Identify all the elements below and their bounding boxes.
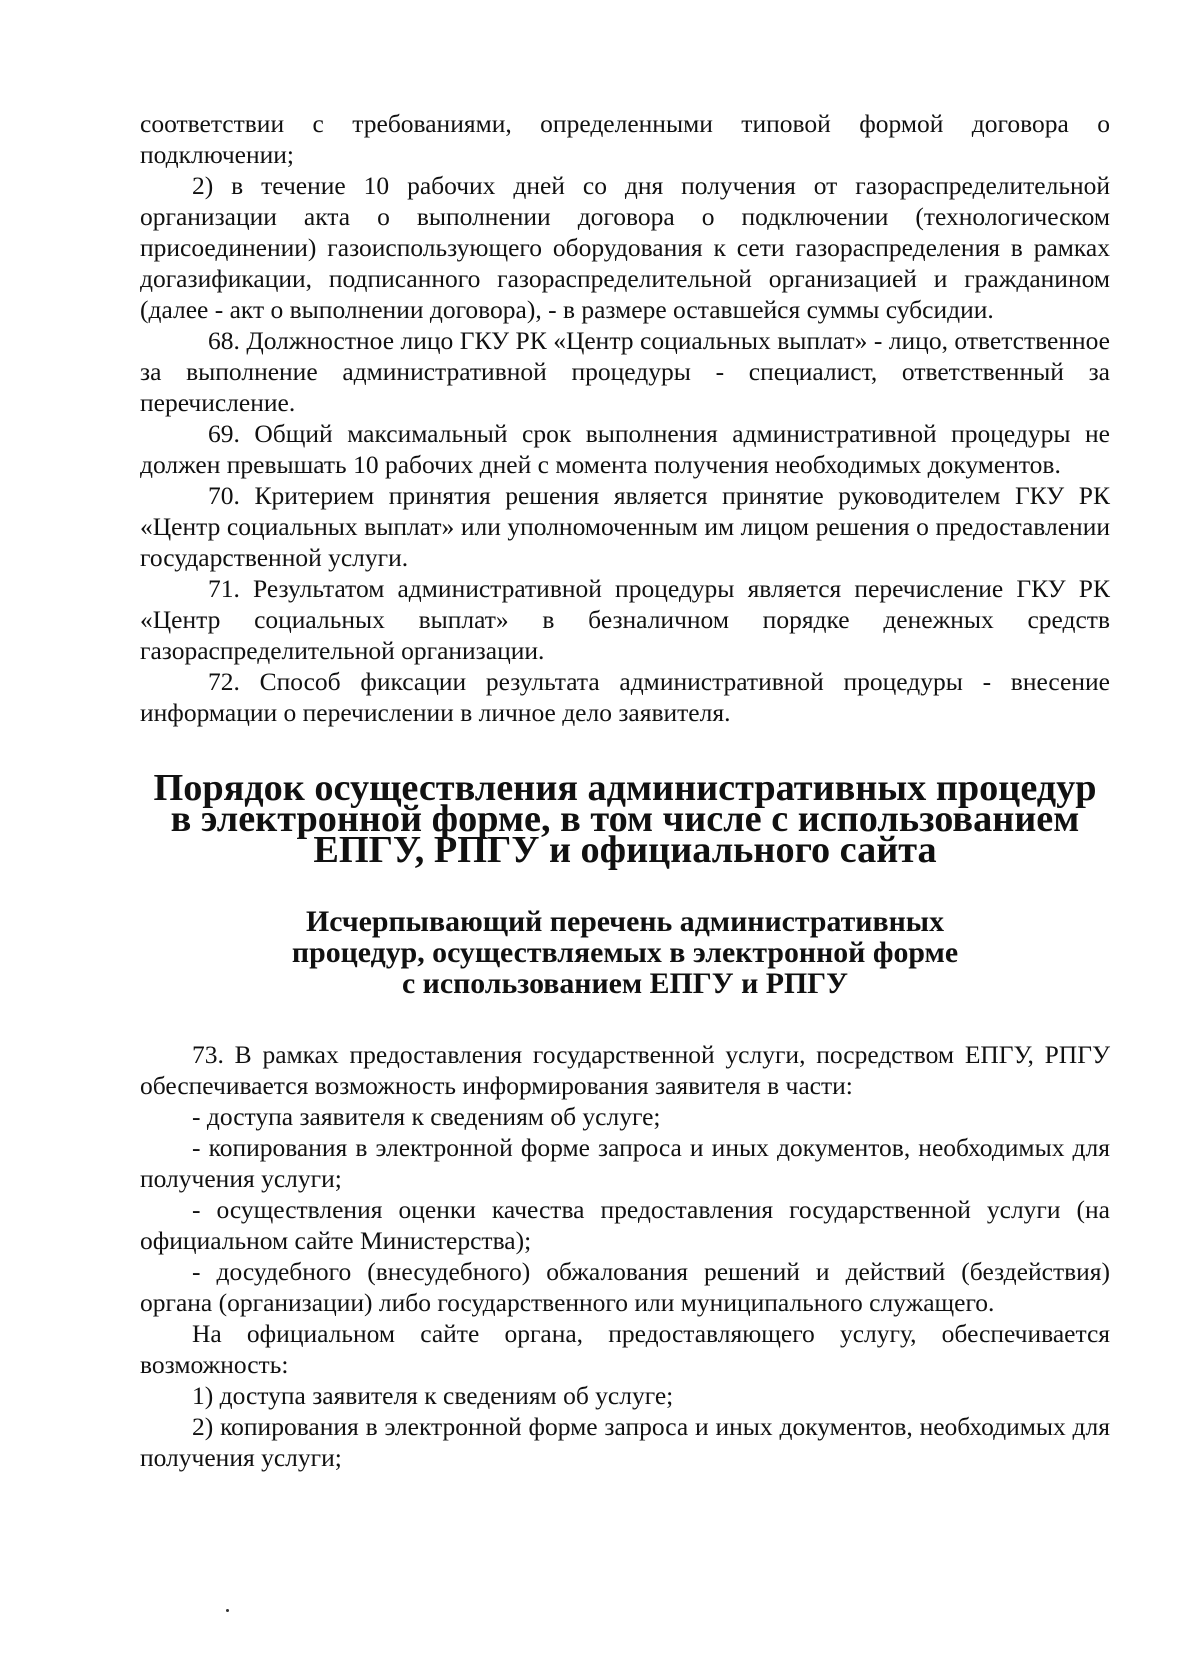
scan-speck xyxy=(226,1609,229,1612)
heading-line: с использованием ЕПГУ и РПГУ xyxy=(401,967,849,1000)
paragraph-69: 69. Общий максимальный срок выполнения административной процедуры не должен превышать 10 рабочих дней с момента получения необходимых документов. xyxy=(140,419,1110,479)
paragraph-68: 68. Должностное лицо ГКУ РК «Центр социальных выплат» - лицо, ответственное за выполнение административной процедуры - специалист, ответственный за перечисление. xyxy=(140,326,1110,417)
paragraph-73: 73. В рамках предоставления государственной услуги, посредством ЕПГУ, РПГУ обеспечивается возможность информирования заявителя в части: xyxy=(140,1040,1110,1100)
paragraph-71: 71. Результатом административной процедуры является перечисление ГКУ РК «Центр социальных выплат» в безналичном порядке денежных средств газораспределительной организации. xyxy=(140,574,1110,665)
heading-line: в электронной форме, в том числе с использованием xyxy=(170,798,1080,840)
heading-line: Исчерпывающий перечень административных xyxy=(306,905,944,938)
paragraph-official-site: На официальном сайте органа, предоставляющего услугу, обеспечивается возможность: xyxy=(140,1319,1110,1379)
subsection-heading-procedure-list xyxy=(140,906,1110,999)
spacer xyxy=(140,999,1110,1039)
heading-line: процедур, осуществляемых в электронной форме xyxy=(291,936,959,969)
heading-line: ЕПГУ, РПГУ и официального сайта xyxy=(313,829,937,871)
heading-line: Порядок осуществления административных процедур xyxy=(153,767,1097,809)
paragraph-70: 70. Критерием принятия решения является принятие руководителем ГКУ РК «Центр социальных выплат» или уполномоченным им лицом решения о предоставлении государственной услуги. xyxy=(140,481,1110,572)
list-item: - досудебного (внесудебного) обжалования решений и действий (бездействия) органа (организации) либо государственного или муниципального служащего. xyxy=(140,1257,1110,1317)
section-heading-electronic-procedures xyxy=(140,767,1110,871)
list-item: - осуществления оценки качества предоставления государственной услуги (на официальном сайте Министерства); xyxy=(140,1195,1110,1255)
spacer xyxy=(140,866,1110,906)
paragraph-72: 72. Способ фиксации результата административной процедуры - внесение информации о перечислении в личное дело заявителя. xyxy=(140,667,1110,727)
document-page xyxy=(140,108,1110,1473)
list-item: - доступа заявителя к сведениям об услуге; xyxy=(192,1102,661,1131)
list-item: 2) копирования в электронной форме запроса и иных документов, необходимых для получения услуги; xyxy=(140,1412,1110,1472)
list-item: - копирования в электронной форме запроса и иных документов, необходимых для получения услуги; xyxy=(140,1133,1110,1193)
paragraph-item-2: 2) в течение 10 рабочих дней со дня получения от газораспределительной организации акта о выполнении договора о подключении (технологическом присоединении) газоиспользующего оборудования к сети газораспределения в рамках догазификации, подписанного газораспределительной организацией и гражданином (далее - акт о выполнении договора), - в размере оставшейся суммы субсидии. xyxy=(140,171,1110,324)
paragraph-continuation: соответствии с требованиями, определенными типовой формой договора о подключении; xyxy=(140,109,1110,169)
list-item: 1) доступа заявителя к сведениям об услуге; xyxy=(192,1381,674,1410)
